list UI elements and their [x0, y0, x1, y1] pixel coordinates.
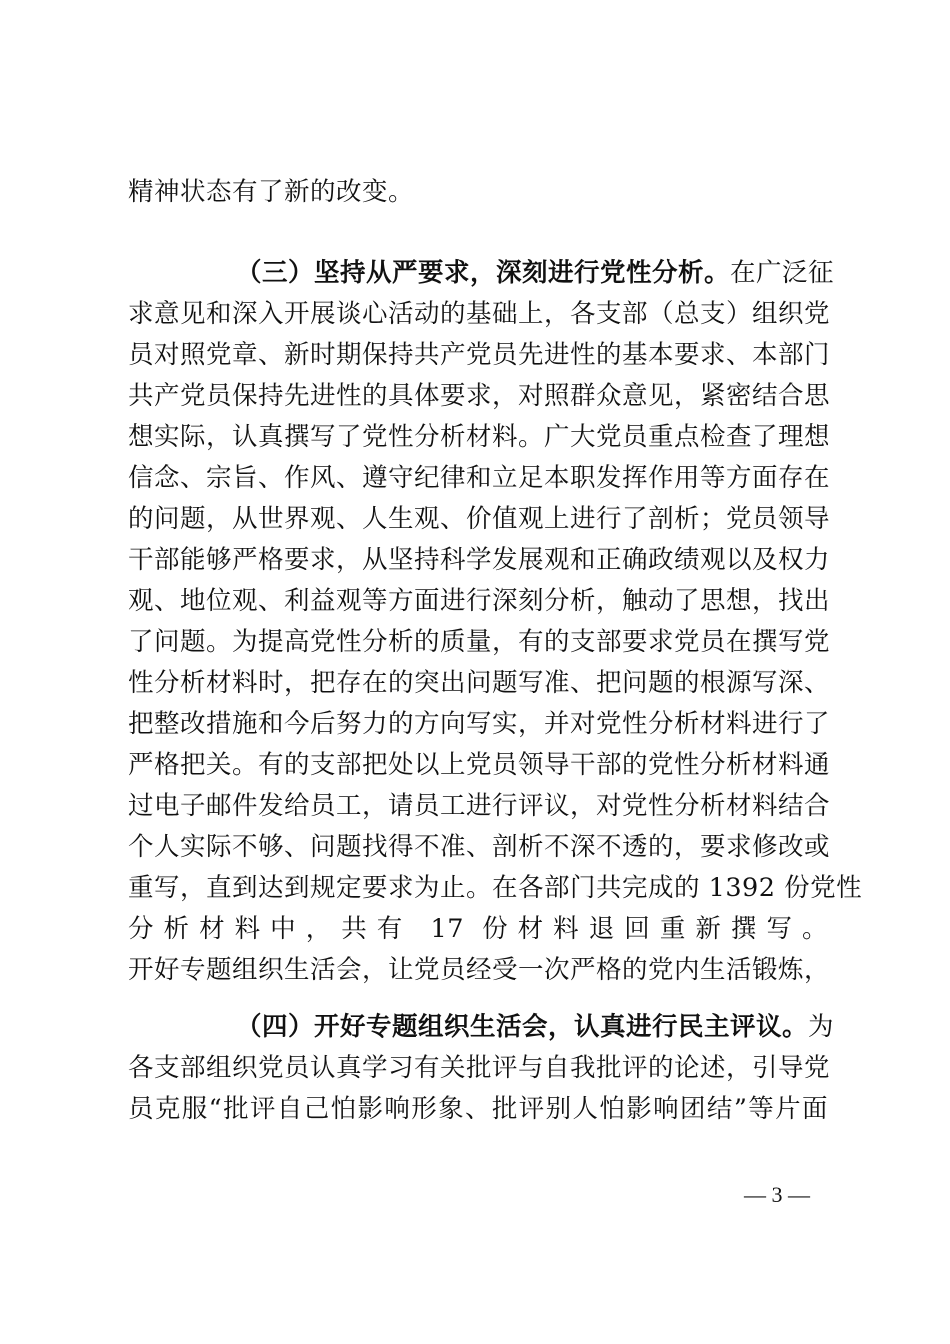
text-line: 共产党员保持先进性的具体要求，对照群众意见，紧密结合思 [128, 381, 831, 411]
section-3-heading: （三）坚持从严要求，深刻进行党性分析。 [236, 258, 731, 288]
text-line: 把整改措施和今后努力的方向写实，并对党性分析材料进行了 [128, 709, 831, 739]
text-line: 性分析材料时，把存在的突出问题写准、把问题的根源写深、 [128, 668, 831, 698]
text-line: 开好专题组织生活会，让党员经受一次严格的党内生活锻炼， [128, 955, 831, 985]
text-line: 的问题，从世界观、人生观、价值观上进行了剖析；党员领导 [128, 504, 831, 534]
text-line: 个人实际不够、问题找得不准、剖析不深不透的，要求修改或 [128, 832, 831, 862]
text-line: 员对照党章、新时期保持共产党员先进性的基本要求、本部门 [128, 340, 831, 370]
section-3-first-line [236, 252, 835, 294]
page-number: — 3 — [744, 1182, 810, 1207]
text-line: 严格把关。有的支部把处以上党员领导干部的党性分析材料通 [128, 750, 831, 780]
text-line: 过电子邮件发给员工，请员工进行评议，对党性分析材料结合 [128, 791, 831, 821]
section-4-first-line [236, 1006, 835, 1048]
text-line: 信念、宗旨、作风、遵守纪律和立足本职发挥作用等方面存在 [128, 463, 831, 493]
text-line [128, 1129, 828, 1171]
text-line: 想实际，认真撰写了党性分析材料。广大党员重点检查了理想 [128, 422, 831, 452]
section-3-text-start: 在广泛征 [730, 258, 835, 288]
text-line: 员克服“批评自己怕影响形象、批评别人怕影响团结”等片面 [128, 1094, 828, 1124]
text-line: 精神状态有了新的改变。 [128, 177, 415, 207]
text-line: 各支部组织党员认真学习有关批评与自我批评的论述，引导党 [128, 1053, 831, 1083]
section-4-text-start: 为 [808, 1012, 835, 1042]
text-line: 重写，直到达到规定要求为止。在各部门共完成的 1392 份党性 [128, 873, 863, 903]
text-line: 求意见和深入开展谈心活动的基础上，各支部（总支）组织党 [128, 299, 831, 329]
section-4-heading: （四）开好专题组织生活会，认真进行民主评议。 [236, 1012, 809, 1042]
text-line: 干部能够严格要求，从坚持科学发展观和正确政绩观以及权力 [128, 545, 831, 575]
text-line: 观、地位观、利益观等方面进行深刻分析，触动了思想，找出 [128, 586, 831, 616]
text-line: 分析材料中，共有 17 份材料退回重新撰写。 [128, 914, 828, 944]
text-line: 了问题。为提高党性分析的质量，有的支部要求党员在撰写党 [128, 627, 831, 657]
